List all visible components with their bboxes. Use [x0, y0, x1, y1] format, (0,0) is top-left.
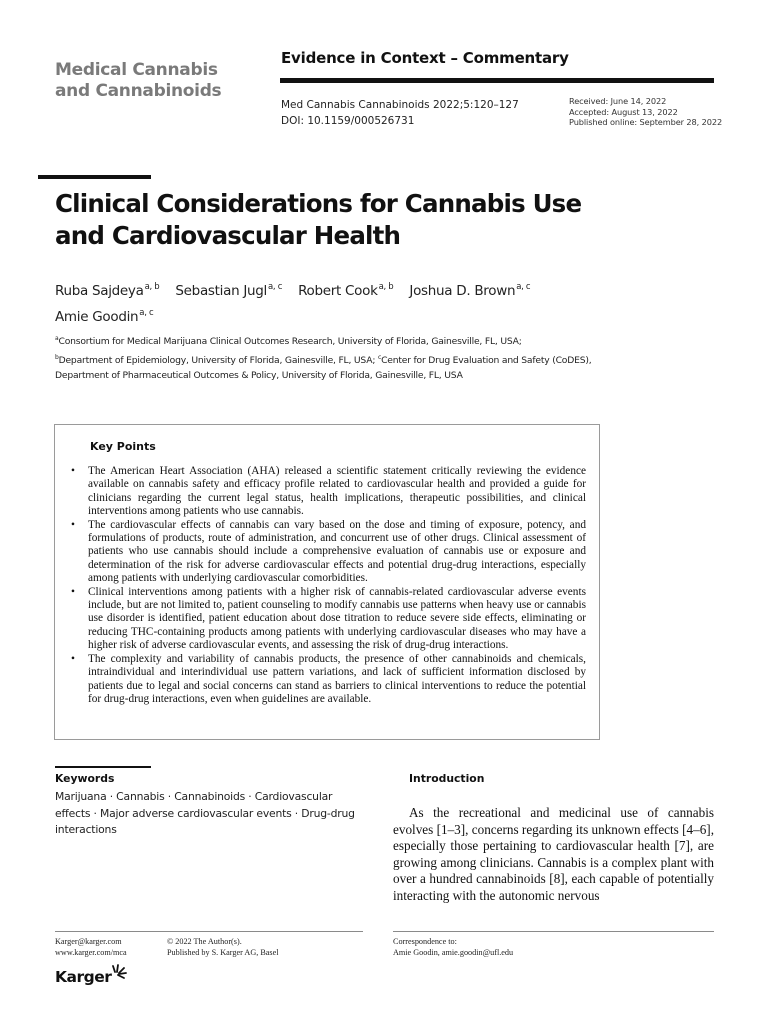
author[interactable]: Sebastian Jugl$^{a, c}$ — [175, 282, 283, 299]
bullet-icon: • — [71, 652, 75, 665]
title-divider — [38, 175, 151, 179]
correspondence-label: Correspondence to: — [393, 937, 457, 946]
published-date: Published online: September 28, 2022 — [569, 117, 723, 127]
author[interactable]: Robert Cook$^{a, b}$ — [298, 282, 394, 299]
section-label: Evidence in Context – Commentary — [281, 49, 569, 67]
affiliation-a: Consortium for Medical Marijuana Clinical Outcomes Research, University of Florida, Gainesville, FL, USA; — [58, 336, 522, 347]
key-point-item: • The American Heart Association (AHA) released a scientific statement critically reviewing the evidence available on cannabis safety and efficacy profile related to cardiovascular health and provided a guide for clinicians regarding the current legal status, health implications, therapeutic possibilities, and clinical interventions among patients who use cannabis. — [71, 465, 586, 518]
article-dates — [569, 96, 722, 128]
key-points-title: Key Points — [90, 440, 156, 453]
doi-link[interactable]: DOI: 10.1159/000526731 — [281, 115, 415, 127]
author[interactable]: Amie Goodin$^{a, c}$ — [55, 308, 154, 325]
karger-logo — [55, 968, 128, 986]
key-point-item: • Clinical interventions among patients with a higher risk of cannabis-related cardiovascular adverse events include, but are not limited to, patient counseling to modify cannabis use patterns when heavy use or cannabis use disorder is identified, patient education about dose titration to reduce severe side effects, eliminating or reducing THC-containing products among patients with underlying cardiovascular diseases who may have a higher risk of adverse cardiovascular events, and assessing the risk of drug-drug interactions. — [71, 585, 586, 652]
journal-logo — [55, 60, 221, 102]
key-point-item: • The complexity and variability of cannabis products, the presence of other cannabinoids and chemicals, intraindividual and interindividual use pattern variations, and lack of sufficient information disclosed by patients due to legal and social concerns can stand as barriers to clinical interventions to reduce the potential for drug-drug interactions, even when guidelines are available. — [71, 652, 586, 705]
footer-divider-right — [393, 931, 714, 932]
key-point-item: • The cardiovascular effects of cannabis can vary based on the dose and timing of exposure, potency, and formulations of products, route of administration, and concurrent use of other drugs. Clinical assessment of patients who use cannabis should include a comprehensive evaluation of cannabis use or exposure and determination of the risk for adverse cardiovascular effects and potential drug-drug interactions, especially among patients with underlying cardiovascular comorbidities. — [71, 518, 586, 585]
publisher-contact — [55, 937, 127, 958]
karger-burst-icon — [112, 963, 128, 979]
journal-citation: Med Cannabis Cannabinoids 2022;5:120–127 — [281, 99, 519, 111]
keywords-divider — [55, 766, 151, 768]
bullet-icon: • — [71, 465, 75, 477]
article-title: Clinical Considerations for Cannabis Use and Cardiovascular Health — [55, 189, 582, 250]
introduction-heading: Introduction — [409, 772, 485, 785]
key-points-list — [68, 465, 586, 706]
accepted-date: Accepted: August 13, 2022 — [569, 106, 678, 117]
introduction-paragraph: As the recreational and medicinal use of cannabis evolves [1–3], concerns regarding its unknown effects [4–6], especially those pertaining to cardiovascular health [7], are growing among clinicians. Cannabis is a complex plant with over a hundred cannabinoids [8], each capable of potentially interacting with the autonomic nervous — [393, 805, 714, 903]
affiliation-b: Department of Epidemiology, University of Florida, Gainesville, FL, USA; — [58, 354, 378, 366]
author[interactable]: Ruba Sajdeya$^{a, b}$ — [55, 282, 160, 299]
citation-block — [281, 97, 519, 129]
affiliation-c: Center for Drug Evaluation and Safety (CoDES), Department of Pharmaceutical Outcomes & Policy, University of Florida, Gainesville, FL, USA — [55, 354, 592, 381]
keywords-text: Marijuana · Cannabis · Cannabinoids · Cardiovascular effects · Major adverse cardiovascular events · Drug-drug interactions — [55, 790, 355, 836]
correspondence-block — [393, 937, 513, 958]
journal-logo-line2: and Cannabinoids — [55, 81, 222, 101]
copyright-block — [167, 937, 279, 958]
affiliations: $^a$Consortium for Medical Marijuana Clinical Outcomes Research, University of Florida, Gainesville, FL, USA; $^b$Department of Epidemiology, University of Florida, Gainesville, FL, USA; $^c$Center for Drug Evaluation and Safety (CoDES), Department of Pharmaceutical Outcomes & Policy, University of Florida, Gainesville, FL, USA — [55, 335, 592, 381]
footer-divider-left — [55, 931, 363, 932]
author[interactable]: Joshua D. Brown$^{a, c}$ — [409, 282, 531, 299]
publisher-line: Published by S. Karger AG, Basel — [167, 947, 279, 957]
bullet-icon: • — [71, 585, 75, 598]
journal-logo-line1: Medical Cannabis — [55, 60, 218, 80]
keywords-title: Keywords — [55, 772, 115, 785]
publisher-website[interactable]: www.karger.com/mca — [55, 947, 127, 957]
author-list — [55, 276, 655, 328]
header-divider — [280, 78, 714, 83]
received-date: Received: June 14, 2022 — [569, 96, 667, 106]
copyright: © 2022 The Author(s). — [167, 937, 242, 946]
publisher-email[interactable]: Karger@karger.com — [55, 937, 122, 946]
bullet-icon: • — [71, 518, 75, 531]
correspondence-contact[interactable]: Amie Goodin, amie.goodin@ufl.edu — [393, 947, 514, 957]
karger-logo-text: Karger — [55, 968, 112, 986]
